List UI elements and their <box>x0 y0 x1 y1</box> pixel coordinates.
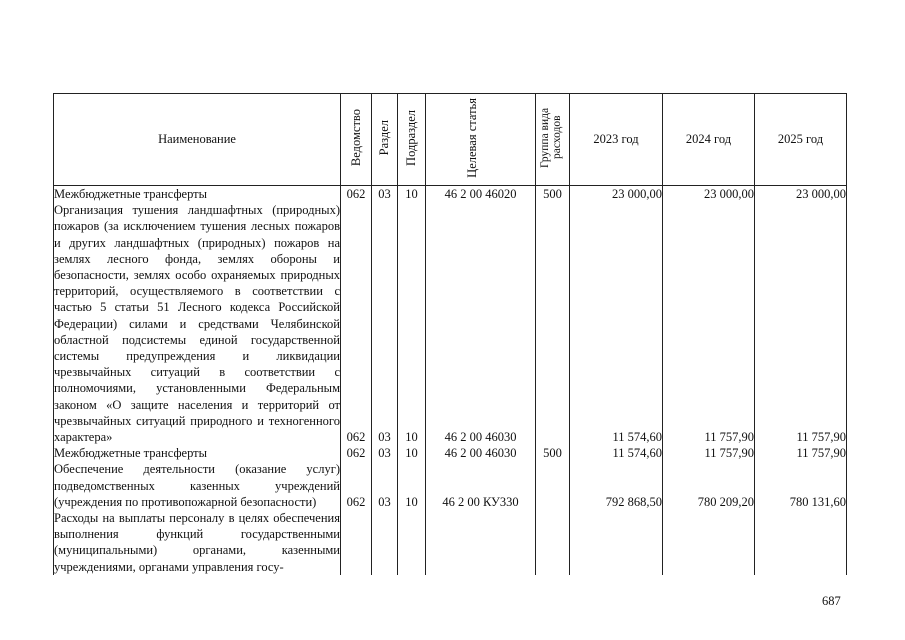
cell-tselevaya <box>426 510 536 575</box>
cell-tselevaya: 46 2 00 КУ330 <box>426 461 536 510</box>
row-name: Межбюджетные трансферты <box>54 445 341 461</box>
cell-2023: 11 574,60 <box>570 445 663 461</box>
cell-2025: 11 757,90 <box>755 445 847 461</box>
cell-razdel: 03 <box>372 202 398 445</box>
cell-2024: 11 757,90 <box>663 445 755 461</box>
table-row <box>54 186 847 203</box>
cell-2025: 23 000,00 <box>755 186 847 203</box>
cell-gruppa <box>536 510 570 575</box>
cell-ved: 062 <box>341 186 372 203</box>
table-row <box>54 202 847 445</box>
cell-2024: 780 209,20 <box>663 461 755 510</box>
cell-2023: 11 574,60 <box>570 202 663 445</box>
table-header-row <box>54 94 847 186</box>
cell-gruppa <box>536 461 570 510</box>
header-2025: 2025 год <box>755 94 847 186</box>
cell-2025: 780 131,60 <box>755 461 847 510</box>
header-tselevaya: Целевая статья <box>426 94 536 186</box>
cell-podrazdel: 10 <box>398 461 426 510</box>
cell-2025 <box>755 510 847 575</box>
cell-podrazdel <box>398 510 426 575</box>
cell-razdel: 03 <box>372 445 398 461</box>
header-vedomstvo: Ведомство <box>341 94 372 186</box>
table-row <box>54 510 847 575</box>
cell-tselevaya: 46 2 00 46030 <box>426 202 536 445</box>
cell-podrazdel: 10 <box>398 186 426 203</box>
row-name: Обеспечение деятельности (оказание услуг) подведомственных казенных учреждений (учреждения по противопожарной безопасности) <box>54 462 340 509</box>
cell-2024 <box>663 510 755 575</box>
cell-2024: 23 000,00 <box>663 186 755 203</box>
cell-ved: 062 <box>341 445 372 461</box>
cell-gruppa: 500 <box>536 445 570 461</box>
table-row <box>54 445 847 461</box>
cell-2023: 792 868,50 <box>570 461 663 510</box>
cell-2023 <box>570 510 663 575</box>
cell-ved: 062 <box>341 461 372 510</box>
cell-ved <box>341 510 372 575</box>
cell-podrazdel: 10 <box>398 202 426 445</box>
row-name: Межбюджетные трансферты <box>54 186 341 203</box>
cell-razdel: 03 <box>372 461 398 510</box>
cell-2025: 11 757,90 <box>755 202 847 445</box>
row-name: Расходы на выплаты персоналу в целях обеспечения выполнения функций государственными (муниципальными) органами, казенными учреждениями, органами управления госу- <box>54 511 340 574</box>
header-razdel: Раздел <box>372 94 398 186</box>
header-gruppa: Группа вида расходов <box>536 94 570 186</box>
cell-gruppa: 500 <box>536 186 570 203</box>
cell-podrazdel: 10 <box>398 445 426 461</box>
header-2023: 2023 год <box>570 94 663 186</box>
page-number: 687 <box>822 594 841 608</box>
cell-tselevaya: 46 2 00 46030 <box>426 445 536 461</box>
header-podrazdel: Подраздел <box>398 94 426 186</box>
cell-razdel <box>372 510 398 575</box>
header-2024: 2024 год <box>663 94 755 186</box>
cell-razdel: 03 <box>372 186 398 203</box>
row-name: Организация тушения ландшафтных (природных) пожаров (за исключением тушения лесных пожаров и других ландшафтных (природных) пожаров на землях лесного фонда, землях обороны и безопасности, землях особо охраняемых природных территорий, осуществляемого в соответствии с частью 5 статьи 51 Лесного кодекса Российской Федерации) силами и средствами Челябинской областной подсистемы единой государственной системы предупреждения и ликвидации чрезвычайных ситуаций в соответствии с полномочиями, установленными Федеральным законом «О защите населения и территорий от чрезвычайных ситуаций природного и техногенного характера» <box>54 203 340 445</box>
table-row <box>54 461 847 510</box>
cell-ved: 062 <box>341 202 372 445</box>
cell-tselevaya: 46 2 00 46020 <box>426 186 536 203</box>
budget-table <box>53 93 847 575</box>
cell-2023: 23 000,00 <box>570 186 663 203</box>
header-name: Наименование <box>54 94 341 186</box>
cell-2024: 11 757,90 <box>663 202 755 445</box>
cell-gruppa <box>536 202 570 445</box>
